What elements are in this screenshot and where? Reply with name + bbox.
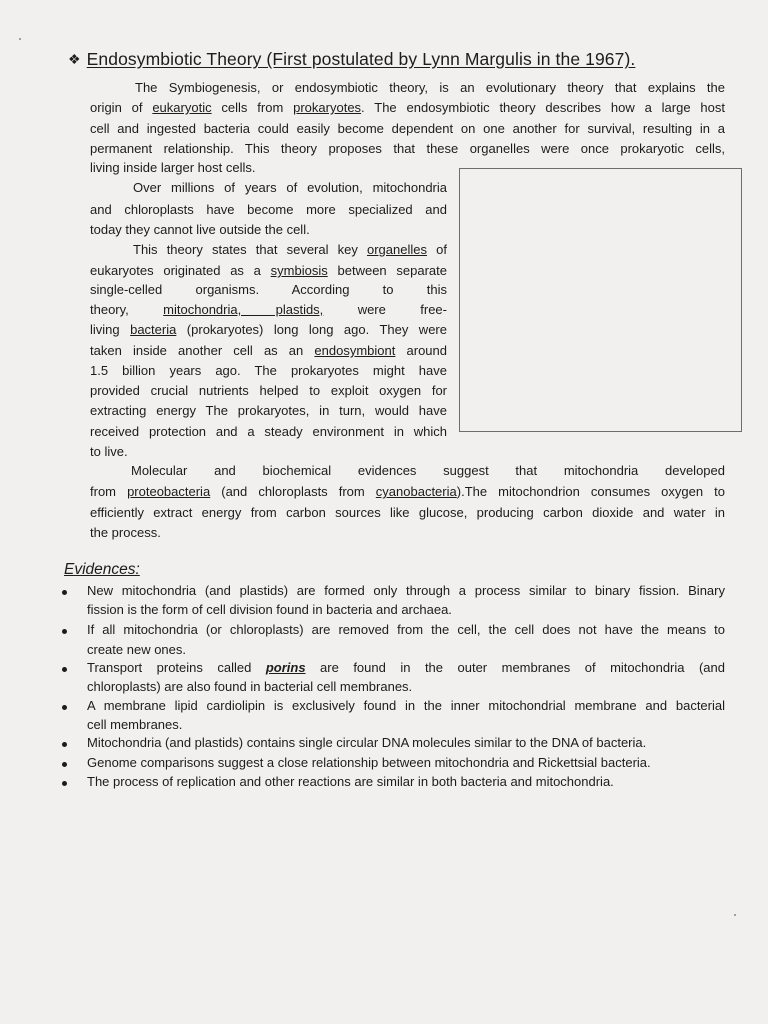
bullet-dot-icon [62,742,67,747]
text-run: The process of replication and other reactions are similar in both bacteria and mitochondria. [87,774,614,789]
evidence-line [87,698,725,715]
wrapped-line [90,282,447,299]
underlined-term: mitochondria, plastids, [163,302,324,317]
wrapped-line [90,263,447,280]
text-run: (prokaryotes) long long ago. They were [176,322,447,337]
underlined-term: prokaryotes [293,100,362,115]
intro-line [90,121,725,138]
wrapped-line [90,444,128,460]
text-run: and chloroplasts have become more specialized and [90,202,447,217]
text-run: around [395,343,447,358]
bullet-dot-icon [62,762,67,767]
underlined-term: symbiosis [270,263,328,278]
text-run: . The endosymbiotic theory describes how a large host [361,100,725,115]
text-run: Transport proteins called [87,660,266,675]
scan-speck [19,38,21,40]
text-run: fission is the form of cell division found in bacteria and archaea. [87,602,452,617]
diamond-bullet-icon: ❖ [68,51,81,67]
bullet-dot-icon [62,667,67,672]
intro-line [90,141,725,158]
wrapped-line [90,363,447,380]
text-run: to live. [90,444,128,459]
evidence-line [87,660,725,677]
intro-line [90,100,725,117]
text-run: theory, [90,302,164,317]
intro-line [90,160,255,176]
molecular-line [90,505,725,522]
text-run: A membrane lipid cardiolipin is exclusively found in the inner mitochondrial membrane and bacterial [87,698,725,713]
text-run: extracting energy The prokaryotes, in turn, would have [90,403,447,418]
text-run: taken inside another cell as an [90,343,315,358]
evidence-line [87,622,725,639]
wrapped-line [90,343,447,360]
underlined-term: cyanobacteria [375,484,457,499]
text-run: efficiently extract energy from carbon sources like glucose, producing carbon dioxide and water in [90,505,725,520]
underlined-term: endosymbiont [314,343,396,358]
underlined-term: eukaryotic [152,100,212,115]
bullet-dot-icon [62,629,67,634]
wrapped-line [133,180,447,197]
text-run: of [427,242,447,257]
evidence-line [87,679,412,695]
wrapped-line [90,202,447,219]
underlined-term: organelles [367,242,427,257]
text-run: living inside larger host cells. [90,160,256,175]
page-title [68,49,635,70]
wrapped-line [90,322,447,339]
wrapped-line [90,403,447,420]
text-run: are found in the outer membranes of mitochondria (and [305,660,725,675]
text-run: living [90,322,131,337]
text-run: Mitochondria (and plastids) contains single circular DNA molecules similar to the DNA of bacteria. [87,735,647,750]
underlined-term: proteobacteria [127,484,211,499]
text-run: This theory states that several key [133,242,367,257]
text-run: origin of [90,100,153,115]
bullet-dot-icon [62,590,67,595]
text-run: (and chloroplasts from [210,484,376,499]
wrapped-line [90,424,447,441]
text-run: single-celled organisms. According to this [90,282,447,297]
text-run: cells from [211,100,294,115]
evidence-line [87,774,614,790]
text-run: eukaryotes originated as a [90,263,271,278]
evidence-line [87,602,452,618]
title-text: Endosymbiotic Theory (First postulated by Lynn Margulis in the 1967). [86,49,636,69]
molecular-line [131,463,725,480]
text-run: the process. [90,525,161,540]
underlined-term: porins [265,660,306,675]
text-run: ).The mitochondrion consumes oxygen to [456,484,725,499]
text-run: today they cannot live outside the cell. [90,222,310,237]
evidence-line [87,735,646,751]
text-run: 1.5 billion years ago. The prokaryotes might have [90,363,447,378]
text-run: between separate [327,263,447,278]
evidence-line [87,717,182,733]
text-run: Molecular and biochemical evidences suggest that mitochondria developed [131,463,725,478]
text-run: Over millions of years of evolution, mitochondria [133,180,447,195]
text-run: If all mitochondria (or chloroplasts) are removed from the cell, the cell does not have the means to [87,622,725,637]
text-run: provided crucial nutrients helped to exploit oxygen for [90,383,447,398]
text-run: The Symbiogenesis, or endosymbiotic theory, is an evolutionary theory that explains the [135,80,725,95]
text-run: chloroplasts) are also found in bacterial cell membranes. [87,679,413,694]
bullet-dot-icon [62,781,67,786]
text-run: New mitochondria (and plastids) are formed only through a process similar to binary fission. Binary [87,583,725,598]
figure-placeholder [459,168,742,432]
text-run: cell and ingested bacteria could easily become dependent on one another for survival, resulting in a [90,121,725,136]
text-run: received protection and a steady environment in which [90,424,447,439]
molecular-line [90,525,161,541]
text-run: Genome comparisons suggest a close relationship between mitochondria and Rickettsial bacteria. [87,755,651,770]
evidence-line [87,642,186,658]
wrapped-line [90,302,447,319]
text-run: from [90,484,128,499]
text-run: create new ones. [87,642,187,657]
intro-line [135,80,725,97]
scan-speck [734,914,736,916]
bullet-dot-icon [62,705,67,710]
evidence-line [87,583,725,600]
molecular-line [90,484,725,501]
evidences-heading: Evidences: [64,561,140,578]
underlined-term: bacteria [130,322,177,337]
wrapped-line [90,222,310,238]
text-run: cell membranes. [87,717,183,732]
text-run: permanent relationship. This theory proposes that these organelles were once prokaryotic cells, [90,141,725,156]
wrapped-line [133,242,447,259]
wrapped-line [90,383,447,400]
text-run: were free- [323,302,447,317]
evidence-line [87,755,651,771]
